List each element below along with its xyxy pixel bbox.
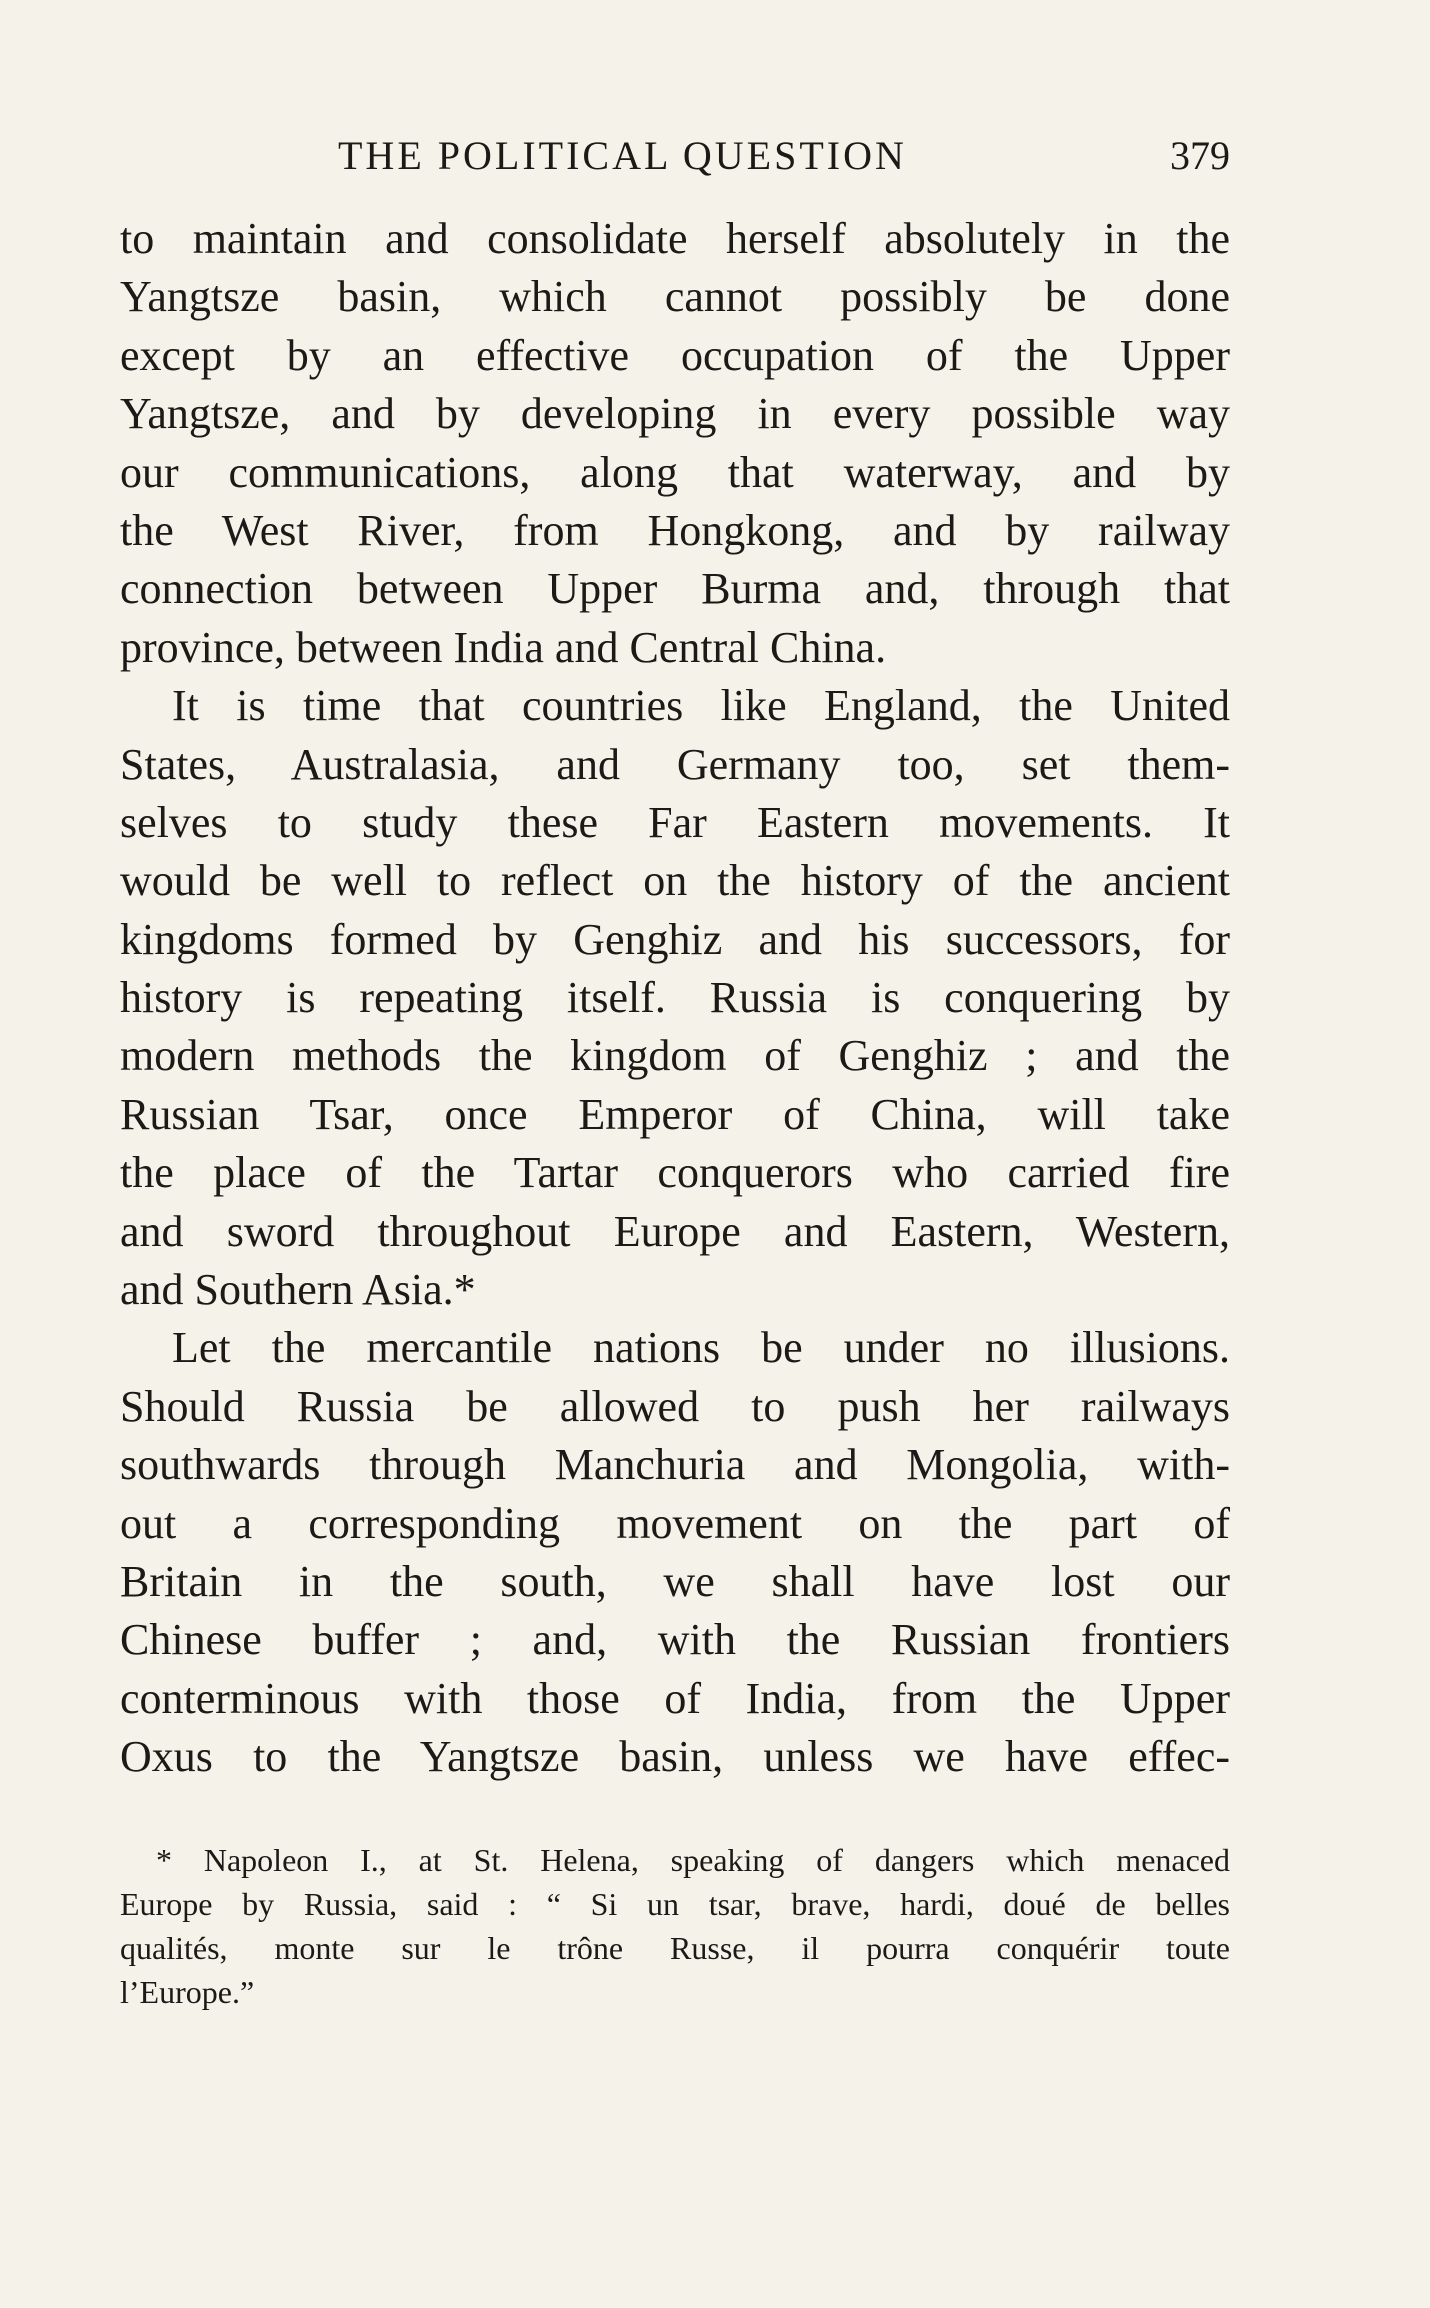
text-line: to maintain and consolidate herself absolutely in the [120,214,1230,263]
text-line: would be well to reflect on the history of the ancient [120,856,1230,906]
text-line: selves to study these Far Eastern movements. It [120,797,1230,847]
text-line: the West River, from Hongkong, and by railway [120,505,1230,555]
text-line: Russian Tsar, once Emperor of China, will take [120,1089,1230,1139]
text-line: Yangtsze basin, which cannot possibly be done [120,272,1230,322]
text-line: our communications, along that waterway, and by [120,447,1230,497]
text-line: and Southern Asia.* [120,1265,476,1315]
text-line: the place of the Tartar conquerors who carried fire [120,1148,1230,1198]
text-line: southwards through Manchuria and Mongolia, with- [120,1440,1230,1490]
text-line: out a corresponding movement on the part of [120,1498,1230,1548]
text-line: history is repeating itself. Russia is conquering by [120,973,1230,1023]
text-line: States, Australasia, and Germany too, set them- [120,739,1230,789]
running-header [120,132,1230,192]
text-line: conterminous with those of India, from the Upper [120,1673,1230,1723]
page-number: 379 [1170,133,1230,178]
text-line: modern methods the kingdom of Genghiz ; and the [120,1031,1230,1081]
text-line: Oxus to the Yangtsze basin, unless we have effec- [120,1732,1230,1782]
text-line: connection between Upper Burma and, through that [120,564,1230,614]
text-line: except by an effective occupation of the Upper [120,330,1230,380]
footnote-line: qualités, monte sur le trône Russe, il pourra conquérir toute [120,1930,1230,1966]
paragraph-start-line: Let the mercantile nations be under no illusions. [172,1323,1230,1373]
running-title: THE POLITICAL QUESTION [338,133,907,178]
footnote-line: Europe by Russia, said : “ Si un tsar, brave, hardi, doué de belles [120,1886,1230,1922]
text-line: Britain in the south, we shall have lost our [120,1556,1230,1606]
footnote [120,1838,1230,2014]
footnote-line: * Napoleon I., at St. Helena, speaking of dangers which menaced [156,1842,1230,1878]
footnote-line: l’Europe.” [120,1974,255,2010]
text-line: Should Russia be allowed to push her railways [120,1381,1230,1431]
text-line: Yangtsze, and by developing in every possible way [120,389,1230,439]
text-line: Chinese buffer ; and, with the Russian frontiers [120,1615,1230,1665]
text-line: and sword throughout Europe and Eastern, Western, [120,1206,1230,1256]
body-text [120,210,1230,1787]
text-line: kingdoms formed by Genghiz and his successors, for [120,914,1230,964]
text-line: province, between India and Central China. [120,622,887,672]
paragraph-start-line: It is time that countries like England, the United [172,681,1230,731]
